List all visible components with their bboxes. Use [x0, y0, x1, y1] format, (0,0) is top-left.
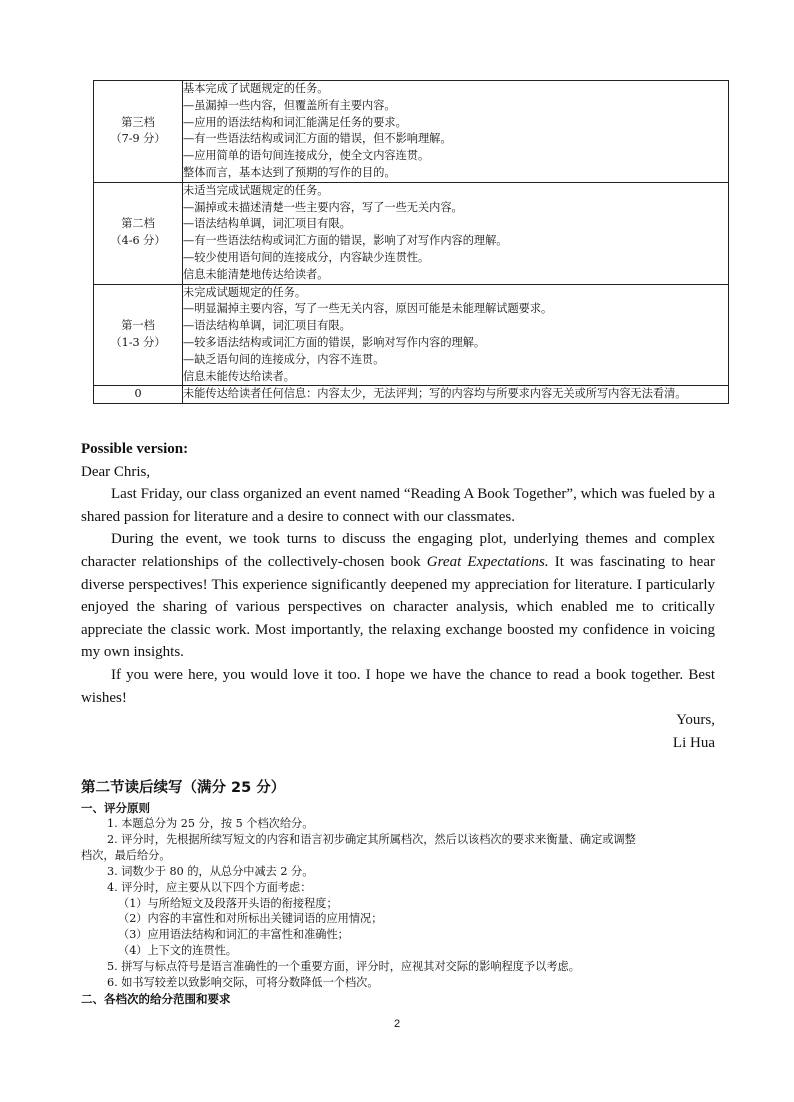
criteria-line: —虽漏掉一些内容，但覆盖所有主要内容。	[183, 98, 396, 112]
criteria-line: —漏掉或未描述清楚一些主要内容，写了一些无关内容。	[183, 200, 463, 214]
essay-paragraph	[81, 528, 715, 664]
list-item: 6. 如书写较差以致影响交际，可将分数降低一个档次。	[107, 976, 379, 990]
grade-label: 第一档	[121, 319, 155, 333]
list-item: 2. 评分时，先根据所续写短文的内容和语言初步确定其所属档次，然后以该档次的要求来衡量、确定或调整	[107, 832, 636, 846]
table-row	[94, 81, 729, 183]
list-item-continuation: 档次，最后给分。	[81, 848, 171, 862]
criteria-line: 信息未能清楚地传达给读者。	[183, 267, 329, 281]
list-item: 5. 拼写与标点符号是语言准确性的一个重要方面，评分时，应视其对交际的影响程度予以考虑。	[107, 960, 580, 974]
criteria-cell	[183, 284, 729, 386]
grade-cell	[94, 386, 183, 404]
criteria-line: —有一些语法结构或词汇方面的错误，但不影响理解。	[183, 132, 452, 146]
scoring-rubric-table	[93, 80, 729, 404]
criteria-line: 未适当完成试题规定的任务。	[183, 183, 329, 197]
list-item: 3. 词数少于 80 的，从总分中减去 2 分。	[107, 864, 314, 878]
subsection-heading: 二、各档次的给分范围和要求	[81, 991, 231, 1006]
table-row	[94, 284, 729, 386]
grade-cell	[94, 182, 183, 284]
criteria-line: 未能传达给读者任何信息：内容太少，无法评判；写的内容均与所要求内容无关或所写内容无法看清。	[183, 387, 687, 401]
list-item: 4. 评分时，应主要从以下四个方面考虑：	[107, 880, 312, 894]
salutation: Dear Chris,	[81, 463, 151, 480]
criteria-line: 未完成试题规定的任务。	[183, 285, 307, 299]
page-number: 2	[393, 1018, 401, 1030]
criteria-cell	[183, 81, 729, 183]
essay-paragraph: If you were here, you would love it too. I hope we have the chance to read a book together. Best wishes!	[81, 666, 715, 706]
sub-list-item: （3）应用语法结构和词汇的丰富性和准确性；	[118, 928, 349, 942]
possible-version	[81, 438, 715, 754]
section-title: 第二节读后续写（满分 25 分）	[81, 780, 286, 796]
sub-list-item: （2）内容的丰富性和对所标出关键词语的应用情况；	[118, 912, 383, 926]
grade-range: （4-6 分）	[110, 234, 166, 248]
essay-heading: Possible version:	[81, 441, 189, 457]
criteria-line: 基本完成了试题规定的任务。	[183, 82, 329, 95]
criteria-line: —较少使用语句间的连接成分，内容缺少连贯性。	[183, 250, 430, 264]
essay-paragraph: Last Friday, our class organized an event named “Reading A Book Together”, which was fueled by a shared passion for literature and a desire to connect with our classmates.	[81, 486, 715, 525]
table-row	[94, 182, 729, 284]
sub-list-item: （4）上下文的连贯性。	[118, 944, 237, 958]
signature: Li Hua	[672, 734, 715, 751]
section-two	[81, 778, 721, 1007]
criteria-line: —应用的语法结构和词汇能满足任务的要求。	[183, 115, 407, 129]
grade-label: 第二档	[121, 217, 155, 231]
criteria-line: 信息未能传达给读者。	[183, 369, 295, 383]
grade-label: 0	[134, 387, 142, 401]
grade-cell	[94, 284, 183, 386]
list-item: 1. 本题总分为 25 分，按 5 个档次给分。	[107, 817, 314, 830]
criteria-line: 整体而言，基本达到了预期的写作的目的。	[183, 165, 396, 179]
sub-list-item: （1）与所给短文及段落开头语的衔接程度；	[118, 896, 338, 910]
closing: Yours,	[676, 712, 715, 729]
grade-cell	[94, 81, 183, 183]
essay-text: During the event, we took turns to discuss the engaging plot, underlying themes and complex character relationships of the collectively-chosen book	[81, 531, 715, 570]
criteria-line: —有一些语法结构或词汇方面的错误，影响了对写作内容的理解。	[183, 234, 508, 248]
grade-range: （1-3 分）	[110, 335, 166, 349]
book-title: Great Expectations.	[426, 553, 549, 570]
table-row	[94, 386, 729, 404]
criteria-cell	[183, 386, 729, 404]
criteria-cell	[183, 182, 729, 284]
criteria-line: —应用简单的语句间连接成分，使全文内容连贯。	[183, 149, 430, 163]
criteria-line: —较多语法结构或词汇方面的错误，影响对写作内容的理解。	[183, 335, 486, 349]
grade-label: 第三档	[121, 115, 155, 129]
essay-text: It was fascinating to hear diverse perspectives! This experience significantly deepened my appreciation for literature. I particularly enjoyed the sharing of various perspectives on character analysis, which enabled me to critically appreciate the classic work. Most importantly, the relaxing exchange boosted my confidence in voicing my own insights.	[81, 553, 715, 661]
criteria-line: —语法结构单调，词汇项目有限。	[183, 217, 351, 231]
subsection-heading: 一、评分原则	[81, 801, 150, 815]
criteria-line: —明显漏掉主要内容，写了一些无关内容，原因可能是未能理解试题要求。	[183, 302, 553, 316]
criteria-line: —语法结构单调，词汇项目有限。	[183, 319, 351, 333]
grade-range: （7-9 分）	[110, 132, 166, 146]
criteria-line: —缺乏语句间的连接成分，内容不连贯。	[183, 352, 385, 366]
